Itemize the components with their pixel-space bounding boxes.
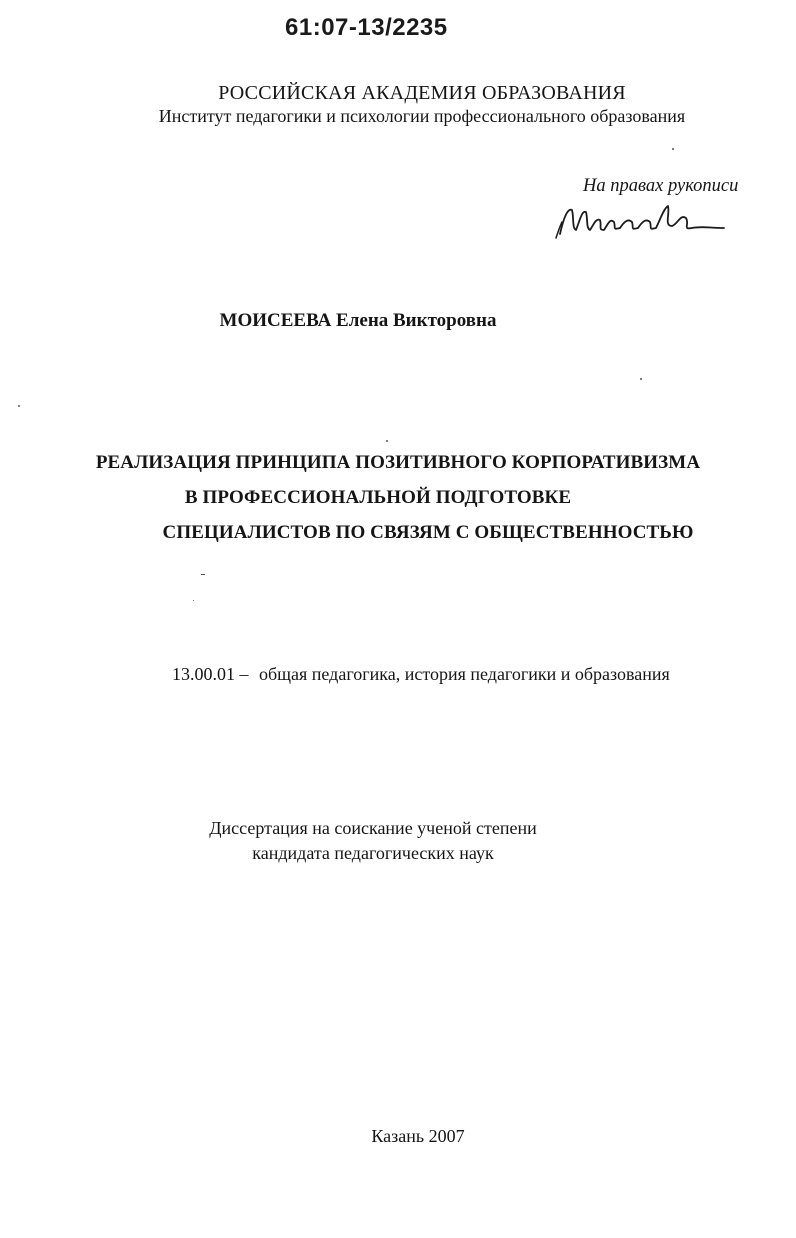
- scan-speck: [640, 378, 642, 380]
- institute-name: Институт педагогики и психологии профессионального образования: [158, 106, 686, 126]
- scan-speck: [18, 405, 20, 407]
- scan-speck: [201, 574, 205, 575]
- scan-speck: [672, 148, 674, 150]
- degree-line-1: Диссертация на соискание ученой степени: [209, 818, 537, 838]
- scan-speck: [386, 440, 388, 442]
- author-given-names: Елена Викторовна: [336, 310, 497, 331]
- degree-line-2: кандидата педагогических наук: [252, 843, 494, 863]
- specialty-name: общая педагогика, история педагогики и образования: [259, 664, 670, 684]
- thesis-title-line-2: В ПРОФЕССИОНАЛЬНОЙ ПОДГОТОВКЕ: [184, 487, 572, 508]
- catalog-number-stamp: 61:07-13/2235: [285, 14, 448, 41]
- thesis-title-line-1: РЕАЛИЗАЦИЯ ПРИНЦИПА ПОЗИТИВНОГО КОРПОРАТИВИЗМА: [95, 452, 701, 473]
- academy-name: РОССИЙСКАЯ АКАДЕМИЯ ОБРАЗОВАНИЯ: [218, 82, 626, 104]
- author-surname: МОИСЕЕВА: [219, 310, 332, 331]
- city-year: Казань 2007: [371, 1126, 465, 1146]
- manuscript-rights-note: На правах рукописи: [583, 176, 739, 196]
- specialty-line: [172, 664, 670, 685]
- thesis-title-line-3: СПЕЦИАЛИСТОВ ПО СВЯЗЯМ С ОБЩЕСТВЕННОСТЬЮ: [162, 522, 694, 543]
- author-name: [0, 310, 756, 332]
- handwritten-signature: [552, 196, 732, 244]
- scan-speck: [193, 600, 194, 601]
- specialty-code: 13.00.01 –: [172, 664, 249, 684]
